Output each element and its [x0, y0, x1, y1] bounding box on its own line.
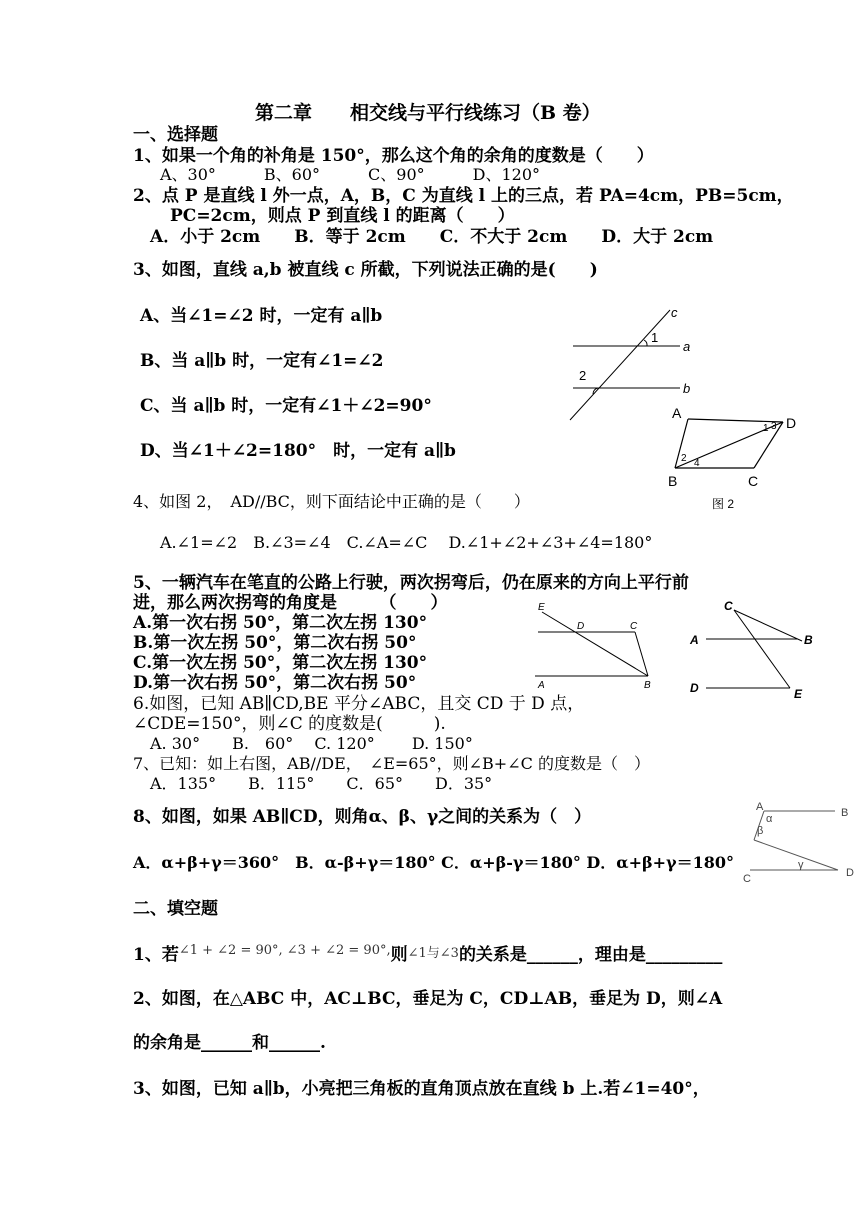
fig2-label-1: 1	[763, 423, 769, 434]
q3-option-a: A、当∠1=∠2 时，一定有 a∥b	[140, 306, 383, 326]
q8-fig-label-alpha: α	[766, 813, 773, 825]
q8-fig-label-D: D	[846, 867, 854, 879]
f1-question	[133, 944, 722, 968]
section-choice-heading: 一、选择题	[133, 125, 218, 145]
q6-options: A. 30° B. 60° C. 120° D. 150°	[150, 734, 473, 753]
f1-prefix: 1、若	[133, 945, 179, 965]
q8-fig-label-C: C	[743, 873, 751, 885]
fig2-label-2: 2	[681, 453, 687, 464]
fig2-label-4: 4	[694, 458, 700, 469]
f2-line2: 的余角是______和______.	[133, 1033, 326, 1053]
q6-fig-label-A: A	[538, 680, 545, 691]
q7-fig-label-E: E	[794, 687, 803, 701]
q3-option-d: D、当∠1＋∠2=180° 时，一定有 a∥b	[140, 441, 456, 461]
q7-stem: 7、已知：如上右图，AB//DE， ∠E=65°，则∠B+∠C 的度数是（ ）	[133, 754, 650, 773]
q6-stem-cont: ∠CDE=150°，则∠C 的度数是( ).	[133, 714, 446, 734]
q1-options: A、30° B、60° C、90° D、120°	[160, 165, 541, 184]
q8-stem: 8、如图，如果 AB∥CD，则角α、β、γ之间的关系为（ ）	[133, 807, 592, 827]
q7-fig-label-C: C	[724, 599, 733, 613]
q8-fig-label-A: A	[756, 801, 764, 813]
q5-option-a: A.第一次右拐 50°，第二次左拐 130°	[133, 613, 428, 633]
q3-fig-label-b: b	[683, 381, 691, 396]
q3-fig-label-2: 2	[579, 368, 587, 383]
q5-option-b: B.第一次左拐 50°，第二次右拐 50°	[133, 633, 417, 653]
q2-stem: 2、点 P 是直线 l 外一点，A，B，C 为直线 l 上的三点，若 PA=4cm，PB=5cm，	[133, 186, 794, 206]
f1-formula2: ∠1与∠3	[407, 946, 459, 961]
fig2-caption: 图 2	[712, 497, 735, 511]
q8-figure	[740, 798, 860, 888]
f2-line1: 2、如图，在△ABC 中，AC⊥BC，垂足为 C，CD⊥AB，垂足为 D，则∠A	[133, 989, 723, 1009]
fig2-label-3: 3	[771, 421, 777, 432]
q1-stem: 1、如果一个角的补角是 150°，那么这个角的余角的度数是（ ）	[133, 146, 654, 166]
page-title: 第二章 相交线与平行线练习（B 卷）	[255, 102, 601, 124]
q4-options: A.∠1=∠2 B.∠3=∠4 C.∠A=∠C D.∠1+∠2+∠3+∠4=180°	[160, 533, 653, 552]
q3-option-b: B、当 a∥b 时，一定有∠1=∠2	[140, 351, 384, 371]
section-fill-heading: 二、填空题	[133, 899, 218, 919]
q8-fig-label-gamma: γ	[798, 859, 804, 871]
q6-fig-label-C: C	[630, 621, 638, 632]
fig2-label-D: D	[786, 415, 797, 431]
q2-stem-cont: PC=2cm，则点 P 到直线 l 的距离（ ）	[170, 206, 515, 226]
q5-stem-cont: 进，那么两次拐弯的角度是 （ ）	[133, 593, 448, 613]
q6-figure	[530, 600, 660, 695]
f3-line1: 3、如图，已知 a∥b，小亮把三角板的直角顶点放在直线 b 上.若∠1=40°，	[133, 1079, 710, 1099]
q5-option-c: C.第一次左拐 50°，第二次左拐 130°	[133, 653, 428, 673]
q3-stem: 3、如图，直线 a,b 被直线 c 所截，下列说法正确的是( )	[133, 260, 598, 280]
q8-options: A．α+β+γ＝360° B．α-β+γ＝180° C．α+β-γ＝180° D．α+β+γ＝180°	[133, 853, 735, 872]
q5-option-d: D.第一次右拐 50°，第二次右拐 50°	[133, 673, 417, 693]
q5-stem: 5、一辆汽车在笔直的公路上行驶，两次拐弯后，仍在原来的方向上平行前	[133, 573, 689, 593]
q7-fig-label-A: A	[690, 633, 699, 647]
q6-stem: 6.如图，已知 AB∥CD,BE 平分∠ABC，且交 CD 于 D 点，	[133, 694, 585, 714]
fig2-label-A: A	[672, 405, 682, 421]
figure-2	[668, 402, 818, 512]
q2-options: A．小于 2cm B．等于 2cm C．不大于 2cm D．大于 2cm	[150, 227, 714, 247]
q3-fig-label-a: a	[683, 339, 691, 354]
q6-fig-label-D: D	[577, 621, 585, 632]
q8-fig-label-beta: β	[757, 825, 764, 837]
q3-fig-label-c: c	[671, 305, 678, 320]
q4-stem: 4、如图 2， AD//BC，则下面结论中正确的是（ ）	[133, 492, 530, 511]
fig2-label-B: B	[668, 473, 678, 489]
q6-fig-label-B: B	[644, 680, 651, 691]
fig2-label-C: C	[748, 473, 759, 489]
q3-option-c: C、当 a∥b 时，一定有∠1＋∠2=90°	[140, 396, 432, 416]
q7-figure	[690, 598, 820, 703]
q7-fig-label-B: B	[804, 633, 813, 647]
q6-fig-label-E: E	[538, 602, 545, 613]
f1-mid: 则	[390, 945, 408, 965]
f1-formula: ∠1 + ∠2 = 90°, ∠3 + ∠2 = 90°,	[178, 943, 391, 958]
q8-fig-label-B: B	[841, 807, 849, 819]
f1-suffix: 的关系是______，理由是_________	[458, 945, 723, 965]
q7-fig-label-D: D	[690, 681, 699, 695]
q3-fig-label-1: 1	[651, 330, 659, 345]
q7-options: A．135° B．115° C．65° D．35°	[150, 774, 493, 793]
